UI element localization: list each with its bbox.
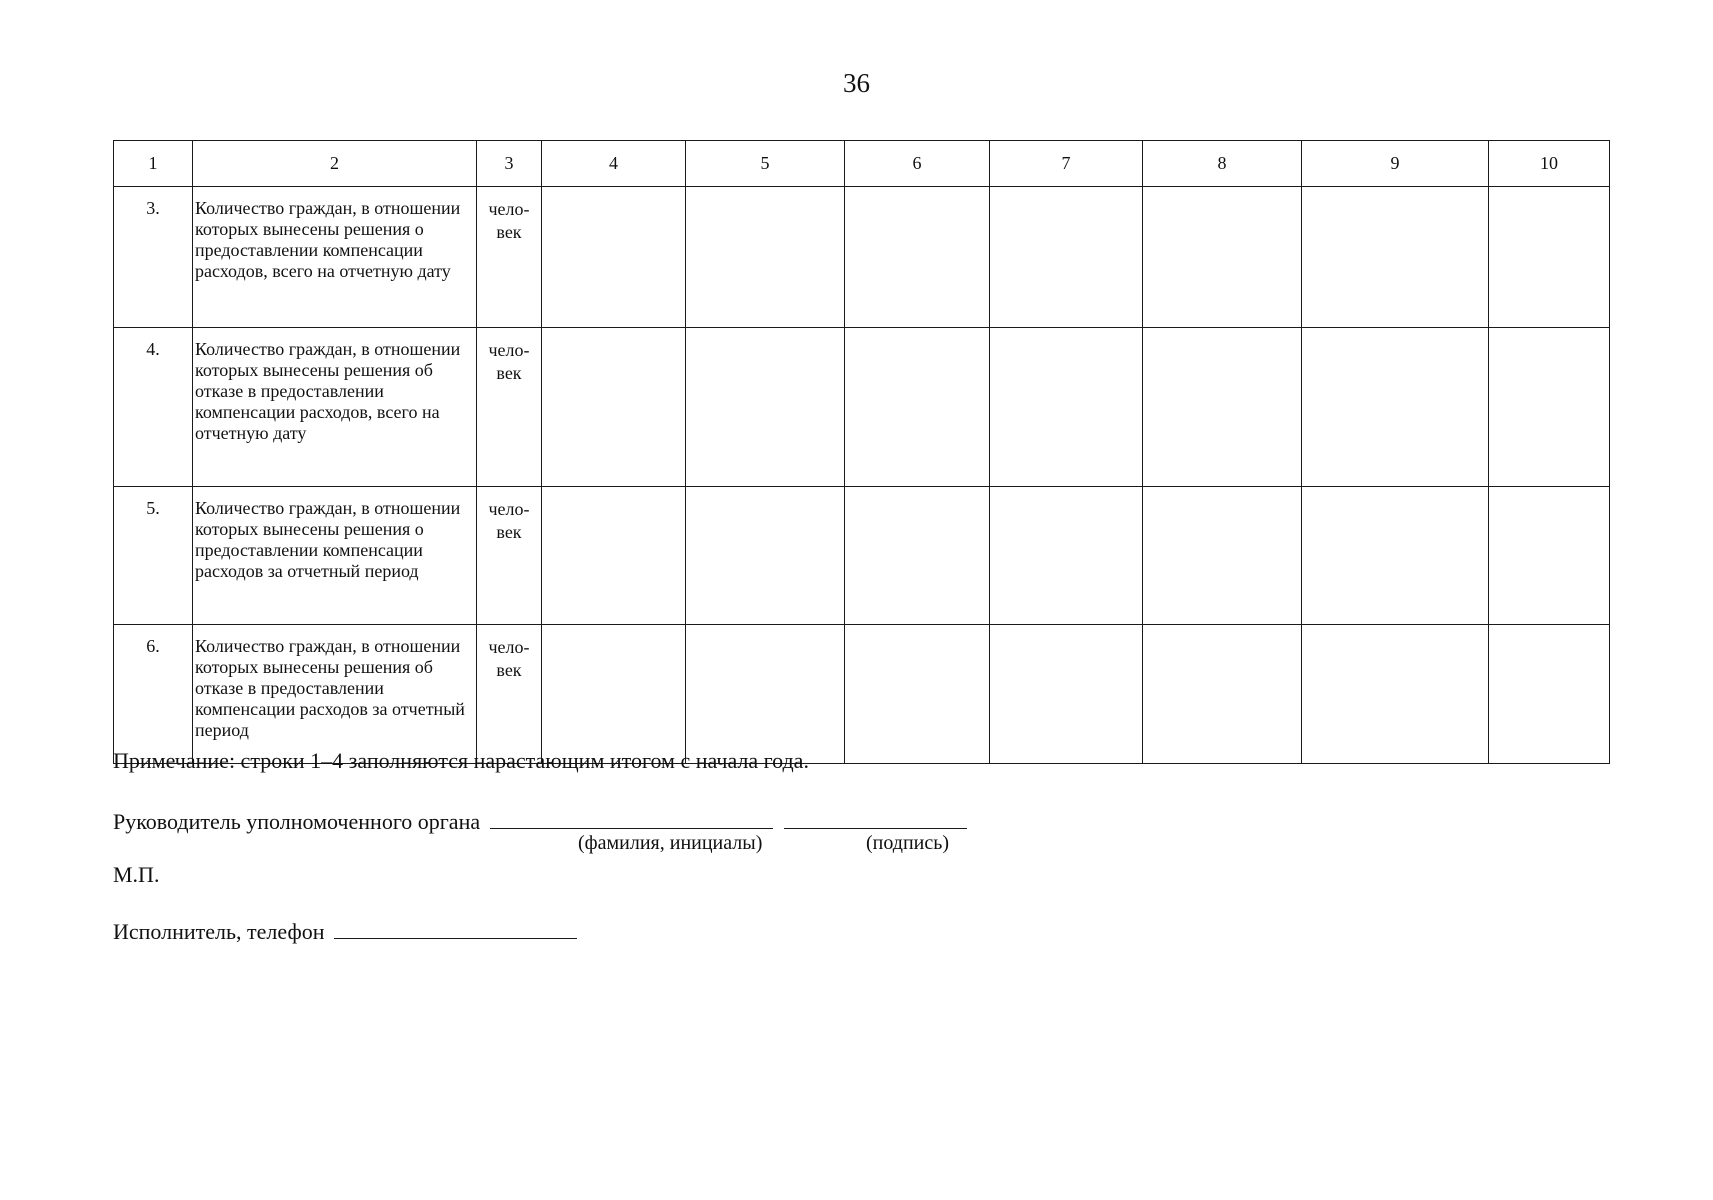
head-signature-line	[113, 806, 967, 835]
value-cell	[1143, 487, 1302, 625]
unit-text: чело- век	[488, 199, 530, 242]
value-cell	[686, 487, 845, 625]
value-cell	[845, 187, 990, 328]
value-cell	[845, 487, 990, 625]
report-table	[113, 140, 1610, 764]
table-header-row	[114, 141, 1610, 187]
table-row	[114, 328, 1610, 487]
value-cell	[1143, 187, 1302, 328]
value-cell	[1302, 187, 1489, 328]
page-number-text: 36	[843, 68, 870, 98]
executor-label: Исполнитель, телефон	[113, 919, 325, 944]
value-cell	[1489, 328, 1610, 487]
value-cell	[1489, 625, 1610, 764]
value-cell	[542, 328, 686, 487]
executor-blank	[334, 916, 577, 939]
row-indicator-name: Количество граждан, в отношении которых вынесены решения об отказе в предоставлении компенсации расходов, всего на отчетную дату	[193, 328, 477, 487]
column-number-7: 7	[990, 141, 1143, 187]
column-number-2: 2	[193, 141, 477, 187]
column-number-8: 8	[1143, 141, 1302, 187]
footnote: Примечание: строки 1–4 заполняются нарастающим итогом с начала года.	[113, 748, 809, 773]
surname-caption: (фамилия, инициалы)	[578, 832, 763, 854]
value-cell	[1143, 625, 1302, 764]
value-cell	[990, 487, 1143, 625]
value-cell	[686, 625, 845, 764]
column-number-1: 1	[114, 141, 193, 187]
table-row	[114, 487, 1610, 625]
row-unit	[477, 625, 542, 764]
column-number-6: 6	[845, 141, 990, 187]
column-number-3: 3	[477, 141, 542, 187]
value-cell	[542, 187, 686, 328]
column-number-10: 10	[1489, 141, 1610, 187]
value-cell	[845, 625, 990, 764]
column-number-9: 9	[1302, 141, 1489, 187]
value-cell	[686, 187, 845, 328]
signature-caption: (подпись)	[866, 832, 950, 854]
row-unit	[477, 328, 542, 487]
column-number-4: 4	[542, 141, 686, 187]
row-indicator-name: Количество граждан, в отношении которых вынесены решения о предоставлении компенсации расходов, всего на отчетную дату	[193, 187, 477, 328]
row-indicator-name: Количество граждан, в отношении которых вынесены решения о предоставлении компенсации расходов за отчетный период	[193, 487, 477, 625]
value-cell	[845, 328, 990, 487]
value-cell	[990, 187, 1143, 328]
unit-text: чело- век	[488, 340, 530, 383]
signature-blank	[784, 806, 967, 829]
row-number: 6.	[114, 625, 193, 764]
row-indicator-name: Количество граждан, в отношении которых вынесены решения об отказе в предоставлении компенсации расходов за отчетный период	[193, 625, 477, 764]
row-number: 4.	[114, 328, 193, 487]
value-cell	[1302, 625, 1489, 764]
unit-text: чело- век	[488, 637, 530, 680]
executor-line	[113, 916, 577, 945]
head-label: Руководитель уполномоченного органа	[113, 809, 481, 834]
surname-blank	[490, 806, 773, 829]
value-cell	[1143, 328, 1302, 487]
table-row	[114, 625, 1610, 764]
value-cell	[1489, 187, 1610, 328]
value-cell	[542, 487, 686, 625]
page-number	[0, 68, 1713, 99]
row-number: 3.	[114, 187, 193, 328]
table-row	[114, 187, 1610, 328]
value-cell	[686, 328, 845, 487]
value-cell	[1302, 328, 1489, 487]
column-number-5: 5	[686, 141, 845, 187]
stamp-place: М.П.	[113, 862, 160, 887]
value-cell	[1489, 487, 1610, 625]
value-cell	[990, 625, 1143, 764]
row-number: 5.	[114, 487, 193, 625]
unit-text: чело- век	[488, 499, 530, 542]
value-cell	[1302, 487, 1489, 625]
row-unit	[477, 187, 542, 328]
row-unit	[477, 487, 542, 625]
value-cell	[542, 625, 686, 764]
value-cell	[990, 328, 1143, 487]
